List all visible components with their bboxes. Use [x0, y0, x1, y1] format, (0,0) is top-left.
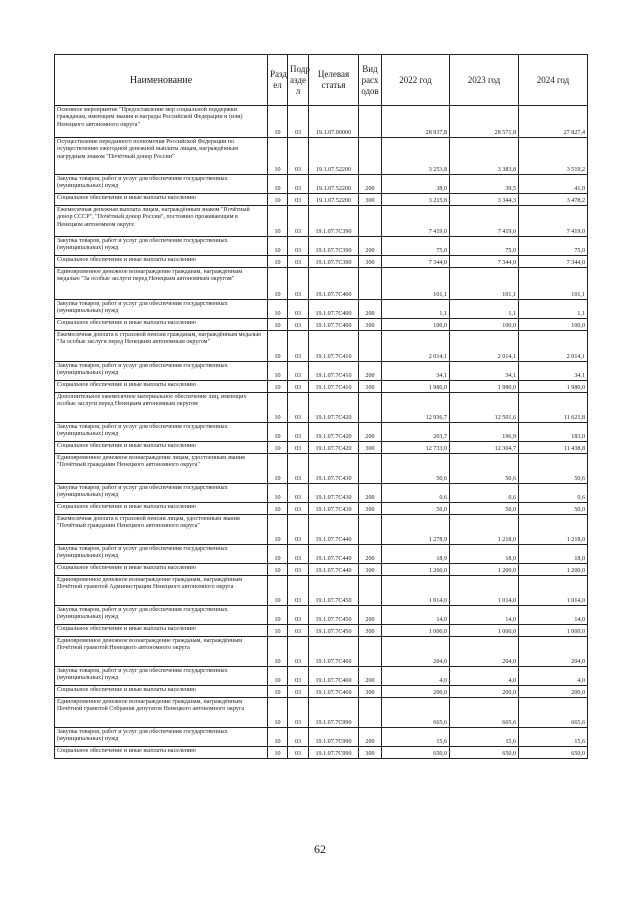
- row-name: Закупка товаров, работ и услуг для обеспечения государственных (муниципальных) нужд: [55, 606, 268, 625]
- row-name: Единовременное денежное вознаграждение гражданам, награждённым Почётной грамотой Ненецкого автономного округа: [55, 637, 268, 667]
- row-value-2024: 50,0: [519, 503, 588, 515]
- row-value-2022: 665,6: [382, 698, 450, 728]
- table-row: [55, 454, 588, 484]
- row-value-2023: 3 344,3: [450, 194, 519, 206]
- table-row: [55, 175, 588, 194]
- row-value-2024: 4,0: [519, 667, 588, 686]
- row-subsection: 03: [288, 515, 309, 545]
- row-value-2024: 1 014,0: [519, 576, 588, 606]
- row-value-2022: 1 278,9: [382, 515, 450, 545]
- header-target: Целевая статья: [309, 55, 359, 106]
- row-value-2023: 101,1: [450, 268, 519, 300]
- table-row: [55, 606, 588, 625]
- row-name: Ежемесячная доплата к страховой пенсии лицам, удостоенным звания "Почётный гражданин Ненецкого автономного округа": [55, 515, 268, 545]
- row-exp-type: [359, 576, 382, 606]
- row-section: 10: [268, 686, 288, 698]
- row-value-2023: 0,6: [450, 484, 519, 503]
- table-row: [55, 698, 588, 728]
- row-name: Дополнительное ежемесячное материальное обеспечение лиц, имеющих особые заслуги перед Ненецким автономным округом: [55, 393, 268, 423]
- row-value-2023: 14,0: [450, 606, 519, 625]
- row-exp-type: 200: [359, 175, 382, 194]
- row-exp-type: 300: [359, 381, 382, 393]
- row-subsection: 03: [288, 625, 309, 637]
- row-target: 19.1.07.7С390: [309, 256, 359, 268]
- table-row: [55, 625, 588, 637]
- row-target: 19.1.07.7С420: [309, 423, 359, 442]
- row-name: Социальное обеспечение и иные выплаты населению: [55, 256, 268, 268]
- row-name: Ежемесячная доплата к страховой пенсии гражданам, награждённым медалью "За особые заслуги перед Ненецким автономным округом": [55, 331, 268, 362]
- row-exp-type: 300: [359, 503, 382, 515]
- row-value-2023: 7 419,0: [450, 206, 519, 237]
- row-section: 10: [268, 237, 288, 256]
- row-exp-type: [359, 393, 382, 423]
- row-exp-type: 200: [359, 423, 382, 442]
- row-subsection: 03: [288, 331, 309, 362]
- row-value-2024: 1 218,0: [519, 515, 588, 545]
- row-exp-type: 200: [359, 362, 382, 381]
- row-value-2024: 1 000,0: [519, 625, 588, 637]
- row-name: Социальное обеспечение и иные выплаты населению: [55, 564, 268, 576]
- row-target: 19.1.07.7С440: [309, 545, 359, 564]
- row-exp-type: [359, 454, 382, 484]
- row-subsection: 03: [288, 393, 309, 423]
- row-section: 10: [268, 423, 288, 442]
- row-value-2022: 3 253,8: [382, 138, 450, 175]
- row-value-2024: 665,6: [519, 698, 588, 728]
- row-name: Единовременное денежное вознаграждение гражданам, награждённым медалью "За особые заслуги перед Ненецким автономным округом": [55, 268, 268, 300]
- row-exp-type: 300: [359, 686, 382, 698]
- row-name: Основное мероприятие "Предоставление мер социальной поддержки гражданам, имеющим звания и награды Российской Федерации и (или) Ненецкого автономного округа": [55, 106, 268, 138]
- row-value-2023: 650,0: [450, 747, 519, 759]
- row-value-2023: 200,0: [450, 686, 519, 698]
- row-value-2023: 196,9: [450, 423, 519, 442]
- row-section: 10: [268, 515, 288, 545]
- row-value-2023: 75,0: [450, 237, 519, 256]
- row-value-2024: 0,6: [519, 484, 588, 503]
- row-value-2022: 7 344,0: [382, 256, 450, 268]
- row-value-2023: 1,1: [450, 300, 519, 319]
- row-value-2022: 650,0: [382, 747, 450, 759]
- row-target: 19.1.07.7С430: [309, 503, 359, 515]
- row-value-2024: 2 014,1: [519, 331, 588, 362]
- row-section: 10: [268, 454, 288, 484]
- row-value-2022: 101,1: [382, 268, 450, 300]
- row-section: 10: [268, 442, 288, 454]
- table-row: [55, 545, 588, 564]
- row-target: 19.1.07.7С400: [309, 300, 359, 319]
- row-subsection: 03: [288, 319, 309, 331]
- row-subsection: 03: [288, 194, 309, 206]
- row-name: Закупка товаров, работ и услуг для обеспечения государственных (муниципальных) нужд: [55, 362, 268, 381]
- row-subsection: 03: [288, 423, 309, 442]
- row-subsection: 03: [288, 256, 309, 268]
- row-target: 19.1.07.7С440: [309, 564, 359, 576]
- row-value-2024: 11 621,8: [519, 393, 588, 423]
- table-header-row: [55, 55, 588, 106]
- row-value-2023: 39,5: [450, 175, 519, 194]
- row-section: 10: [268, 625, 288, 637]
- row-value-2023: 665,6: [450, 698, 519, 728]
- row-exp-type: [359, 637, 382, 667]
- table-row: [55, 686, 588, 698]
- row-value-2023: 1 980,0: [450, 381, 519, 393]
- header-subsection: Подр азде л: [288, 55, 309, 106]
- row-exp-type: [359, 106, 382, 138]
- row-subsection: 03: [288, 362, 309, 381]
- row-target: 19.1.07.52200: [309, 138, 359, 175]
- row-target: 19.1.07.7С400: [309, 268, 359, 300]
- row-value-2024: 101,1: [519, 268, 588, 300]
- row-target: 19.1.07.7С460: [309, 667, 359, 686]
- table-row: [55, 667, 588, 686]
- table-row: [55, 319, 588, 331]
- row-target: 19.1.07.7С420: [309, 442, 359, 454]
- row-exp-type: 200: [359, 667, 382, 686]
- row-subsection: 03: [288, 175, 309, 194]
- row-value-2023: 4,0: [450, 667, 519, 686]
- table-row: [55, 268, 588, 300]
- row-value-2023: 12 304,7: [450, 442, 519, 454]
- row-name: Ежемесячная денежная выплата лицам, награждённым знаком "Почётный донор СССР", "Почётный донор России", постоянно проживающим в Ненецком автономном округе: [55, 206, 268, 237]
- row-value-2023: 12 501,6: [450, 393, 519, 423]
- row-value-2023: 50,6: [450, 454, 519, 484]
- row-name: Закупка товаров, работ и услуг для обеспечения государственных (муниципальных) нужд: [55, 423, 268, 442]
- row-section: 10: [268, 256, 288, 268]
- row-value-2024: 3 478,2: [519, 194, 588, 206]
- row-value-2024: 75,0: [519, 237, 588, 256]
- row-name: Социальное обеспечение и иные выплаты населению: [55, 194, 268, 206]
- row-target: 19.1.07.7С410: [309, 331, 359, 362]
- row-section: 10: [268, 747, 288, 759]
- row-target: 19.1.07.7С460: [309, 637, 359, 667]
- table-row: [55, 237, 588, 256]
- row-target: 19.1.07.7С430: [309, 454, 359, 484]
- row-value-2022: 1 000,0: [382, 625, 450, 637]
- row-value-2022: 50,0: [382, 503, 450, 515]
- row-section: 10: [268, 381, 288, 393]
- row-section: 10: [268, 503, 288, 515]
- table-row: [55, 728, 588, 747]
- row-target: 19.1.07.7С410: [309, 362, 359, 381]
- row-value-2024: 183,0: [519, 423, 588, 442]
- row-subsection: 03: [288, 545, 309, 564]
- row-value-2022: 28 937,8: [382, 106, 450, 138]
- row-exp-type: 200: [359, 606, 382, 625]
- row-name: Социальное обеспечение и иные выплаты населению: [55, 442, 268, 454]
- row-target: 19.1.07.7С390: [309, 237, 359, 256]
- row-value-2024: 650,0: [519, 747, 588, 759]
- row-name: Социальное обеспечение и иные выплаты населению: [55, 625, 268, 637]
- row-value-2022: 34,1: [382, 362, 450, 381]
- row-section: 10: [268, 484, 288, 503]
- row-exp-type: 200: [359, 545, 382, 564]
- row-name: Осуществление переданного полномочия Российской Федерации по осуществлению ежегодной денежной выплаты лицам, награждённым нагрудным знаком "Почётный донор России": [55, 138, 268, 175]
- row-value-2022: 1 980,0: [382, 381, 450, 393]
- row-section: 10: [268, 106, 288, 138]
- row-name: Социальное обеспечение и иные выплаты населению: [55, 503, 268, 515]
- row-subsection: 03: [288, 106, 309, 138]
- row-value-2023: 28 571,8: [450, 106, 519, 138]
- row-section: 10: [268, 545, 288, 564]
- table-row: [55, 442, 588, 454]
- row-section: 10: [268, 319, 288, 331]
- row-section: 10: [268, 268, 288, 300]
- row-target: 19.1.07.52200: [309, 194, 359, 206]
- row-value-2022: 1,1: [382, 300, 450, 319]
- row-name: Единовременное денежное вознаграждение гражданам, награждённым Почётной грамотой Собрания депутатов Ненецкого автономного округа: [55, 698, 268, 728]
- row-target: 19.1.07.7С440: [309, 515, 359, 545]
- row-exp-type: [359, 206, 382, 237]
- row-subsection: 03: [288, 576, 309, 606]
- row-section: 10: [268, 667, 288, 686]
- row-value-2024: 18,0: [519, 545, 588, 564]
- row-target: 19.1.07.00000: [309, 106, 359, 138]
- row-value-2024: 204,0: [519, 637, 588, 667]
- row-exp-type: 200: [359, 484, 382, 503]
- row-section: 10: [268, 206, 288, 237]
- row-value-2024: 7 344,0: [519, 256, 588, 268]
- header-2024: 2024 год: [519, 55, 588, 106]
- table-row: [55, 637, 588, 667]
- row-exp-type: [359, 331, 382, 362]
- row-section: 10: [268, 362, 288, 381]
- row-value-2022: 38,0: [382, 175, 450, 194]
- row-target: 19.1.07.7С390: [309, 206, 359, 237]
- row-section: 10: [268, 300, 288, 319]
- row-value-2022: 12 936,7: [382, 393, 450, 423]
- header-exp-type: Вид расх одов: [359, 55, 382, 106]
- row-name: Закупка товаров, работ и услуг для обеспечения государственных (муниципальных) нужд: [55, 667, 268, 686]
- row-exp-type: 300: [359, 442, 382, 454]
- row-subsection: 03: [288, 747, 309, 759]
- table-row: [55, 138, 588, 175]
- row-value-2024: 100,0: [519, 319, 588, 331]
- row-subsection: 03: [288, 667, 309, 686]
- row-value-2024: 34,1: [519, 362, 588, 381]
- row-value-2023: 1 218,0: [450, 515, 519, 545]
- row-name: Единовременное денежное вознаграждение лицам, удостоенным звания "Почётный гражданин Ненецкого автономного округа": [55, 454, 268, 484]
- table-row: [55, 515, 588, 545]
- row-exp-type: 300: [359, 564, 382, 576]
- table-row: [55, 423, 588, 442]
- row-target: 19.1.07.52200: [309, 175, 359, 194]
- row-value-2023: 34,1: [450, 362, 519, 381]
- table-row: [55, 331, 588, 362]
- table-row: [55, 206, 588, 237]
- row-value-2022: 0,6: [382, 484, 450, 503]
- row-exp-type: 300: [359, 747, 382, 759]
- row-exp-type: [359, 268, 382, 300]
- table-row: [55, 576, 588, 606]
- row-subsection: 03: [288, 564, 309, 576]
- row-target: 19.1.07.7С450: [309, 625, 359, 637]
- header-section: Разд ел: [268, 55, 288, 106]
- table-row: [55, 194, 588, 206]
- row-subsection: 03: [288, 606, 309, 625]
- row-exp-type: 300: [359, 256, 382, 268]
- row-value-2022: 100,0: [382, 319, 450, 331]
- row-value-2024: 1,1: [519, 300, 588, 319]
- row-section: 10: [268, 606, 288, 625]
- row-value-2024: 14,0: [519, 606, 588, 625]
- row-value-2022: 200,0: [382, 686, 450, 698]
- row-subsection: 03: [288, 454, 309, 484]
- row-exp-type: [359, 515, 382, 545]
- row-target: 19.1.07.7С460: [309, 686, 359, 698]
- row-name: Социальное обеспечение и иные выплаты населению: [55, 381, 268, 393]
- row-subsection: 03: [288, 381, 309, 393]
- row-name: Единовременное денежное вознаграждение гражданам, награждённым Почётной грамотой Администрации Ненецкого автономного округа: [55, 576, 268, 606]
- row-value-2022: 12 733,0: [382, 442, 450, 454]
- row-value-2022: 14,0: [382, 606, 450, 625]
- row-exp-type: [359, 138, 382, 175]
- page-number: 62: [314, 842, 326, 856]
- row-target: 19.1.07.7С410: [309, 381, 359, 393]
- row-value-2024: 1 980,0: [519, 381, 588, 393]
- table-row: [55, 362, 588, 381]
- row-subsection: 03: [288, 206, 309, 237]
- row-section: 10: [268, 194, 288, 206]
- row-name: Закупка товаров, работ и услуг для обеспечения государственных (муниципальных) нужд: [55, 175, 268, 194]
- row-subsection: 03: [288, 442, 309, 454]
- row-name: Закупка товаров, работ и услуг для обеспечения государственных (муниципальных) нужд: [55, 237, 268, 256]
- table-row: [55, 381, 588, 393]
- row-name: Социальное обеспечение и иные выплаты населению: [55, 747, 268, 759]
- row-value-2023: 18,0: [450, 545, 519, 564]
- row-value-2023: 2 014,1: [450, 331, 519, 362]
- row-name: Социальное обеспечение и иные выплаты населению: [55, 319, 268, 331]
- row-subsection: 03: [288, 484, 309, 503]
- row-section: 10: [268, 175, 288, 194]
- table-row: [55, 300, 588, 319]
- row-section: 10: [268, 637, 288, 667]
- row-value-2022: 3 215,8: [382, 194, 450, 206]
- row-value-2023: 1 000,0: [450, 625, 519, 637]
- table-row: [55, 564, 588, 576]
- row-exp-type: 300: [359, 319, 382, 331]
- row-value-2022: 4,0: [382, 667, 450, 686]
- table-row: [55, 503, 588, 515]
- row-section: 10: [268, 576, 288, 606]
- row-subsection: 03: [288, 300, 309, 319]
- row-value-2023: 1 200,0: [450, 564, 519, 576]
- row-value-2022: 2 014,1: [382, 331, 450, 362]
- row-target: 19.1.07.7С430: [309, 484, 359, 503]
- row-name: Закупка товаров, работ и услуг для обеспечения государственных (муниципальных) нужд: [55, 545, 268, 564]
- row-target: 19.1.07.7С420: [309, 393, 359, 423]
- row-value-2023: 15,6: [450, 728, 519, 747]
- row-subsection: 03: [288, 138, 309, 175]
- budget-table: [54, 54, 588, 759]
- row-name: Закупка товаров, работ и услуг для обеспечения государственных (муниципальных) нужд: [55, 728, 268, 747]
- table-row: [55, 393, 588, 423]
- row-target: 19.1.07.7С990: [309, 698, 359, 728]
- row-subsection: 03: [288, 728, 309, 747]
- row-subsection: 03: [288, 268, 309, 300]
- row-value-2022: 7 419,0: [382, 206, 450, 237]
- row-exp-type: 200: [359, 237, 382, 256]
- row-name: Социальное обеспечение и иные выплаты населению: [55, 686, 268, 698]
- table-row: [55, 256, 588, 268]
- row-subsection: 03: [288, 637, 309, 667]
- row-target: 19.1.07.7С990: [309, 747, 359, 759]
- row-exp-type: 200: [359, 300, 382, 319]
- row-value-2022: 18,9: [382, 545, 450, 564]
- row-value-2024: 50,6: [519, 454, 588, 484]
- row-exp-type: 300: [359, 194, 382, 206]
- row-section: 10: [268, 393, 288, 423]
- row-section: 10: [268, 728, 288, 747]
- row-value-2023: 204,0: [450, 637, 519, 667]
- row-value-2022: 204,0: [382, 637, 450, 667]
- row-subsection: 03: [288, 686, 309, 698]
- row-value-2024: 200,0: [519, 686, 588, 698]
- row-target: 19.1.07.7С450: [309, 606, 359, 625]
- row-name: Закупка товаров, работ и услуг для обеспечения государственных (муниципальных) нужд: [55, 300, 268, 319]
- row-value-2024: 3 519,2: [519, 138, 588, 175]
- row-subsection: 03: [288, 237, 309, 256]
- row-value-2022: 203,7: [382, 423, 450, 442]
- row-value-2022: 1 014,0: [382, 576, 450, 606]
- row-name: Закупка товаров, работ и услуг для обеспечения государственных (муниципальных) нужд: [55, 484, 268, 503]
- row-exp-type: 200: [359, 728, 382, 747]
- row-subsection: 03: [288, 698, 309, 728]
- row-value-2023: 7 344,0: [450, 256, 519, 268]
- row-section: 10: [268, 564, 288, 576]
- row-value-2024: 15,6: [519, 728, 588, 747]
- row-value-2024: 27 827,4: [519, 106, 588, 138]
- row-section: 10: [268, 698, 288, 728]
- header-2023: 2023 год: [450, 55, 519, 106]
- header-2022: 2022 год: [382, 55, 450, 106]
- table-row: [55, 747, 588, 759]
- row-value-2024: 41,0: [519, 175, 588, 194]
- row-value-2022: 50,6: [382, 454, 450, 484]
- row-value-2024: 1 200,0: [519, 564, 588, 576]
- row-target: 19.1.07.7С990: [309, 728, 359, 747]
- row-section: 10: [268, 138, 288, 175]
- row-value-2023: 1 014,0: [450, 576, 519, 606]
- budget-sheet: [54, 54, 587, 759]
- table-row: [55, 106, 588, 138]
- header-name: Наименование: [55, 55, 268, 106]
- table-body: [55, 106, 588, 759]
- row-exp-type: 300: [359, 625, 382, 637]
- row-section: 10: [268, 331, 288, 362]
- row-value-2022: 15,6: [382, 728, 450, 747]
- row-subsection: 03: [288, 503, 309, 515]
- row-value-2024: 11 438,8: [519, 442, 588, 454]
- row-value-2022: 1 260,0: [382, 564, 450, 576]
- row-value-2023: 50,0: [450, 503, 519, 515]
- row-target: 19.1.07.7С400: [309, 319, 359, 331]
- row-value-2024: 7 419,0: [519, 206, 588, 237]
- row-target: 19.1.07.7С450: [309, 576, 359, 606]
- row-exp-type: [359, 698, 382, 728]
- row-value-2022: 75,0: [382, 237, 450, 256]
- row-value-2023: 100,0: [450, 319, 519, 331]
- table-row: [55, 484, 588, 503]
- row-value-2023: 3 383,8: [450, 138, 519, 175]
